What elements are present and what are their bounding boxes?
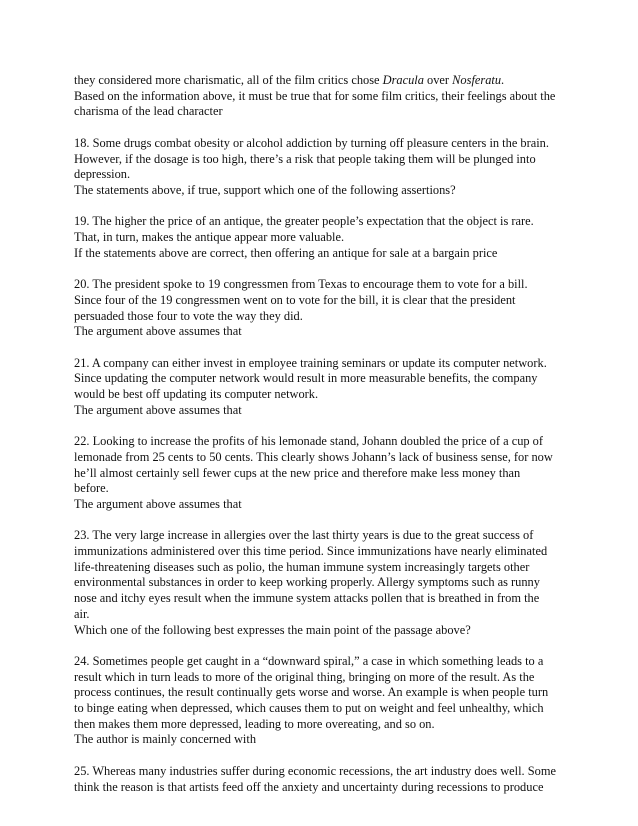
question-line: 24. Sometimes people get caught in a “downward spiral,” a case in which something leads to a (74, 653, 544, 668)
question-line: However, if the dosage is too high, there’s a risk that people taking them will be plunged into (74, 151, 536, 166)
question-line: would be best off updating its computer network. (74, 387, 319, 401)
question-18 (74, 136, 574, 199)
question-line: nose and itchy eyes result when the immune system attacks pollen that is breathed in from the (74, 591, 540, 606)
question-line: result which in turn leads to more of the original thing, bringing on more of the result. As the (74, 669, 535, 684)
question-line: 19. The higher the price of an antique, the greater people’s expectation that the object is rare. (74, 214, 534, 229)
question-20 (74, 277, 574, 340)
question-line: The argument above assumes that (74, 402, 242, 417)
question-line: The statements above, if true, support which one of the following assertions? (74, 182, 456, 197)
question-line: 23. The very large increase in allergies over the last thirty years is due to the great success of (74, 528, 534, 543)
intro-line-2: Based on the information above, it must be true that for some film critics, their feelings about the (74, 88, 556, 103)
question-line: lemonade from 25 cents to 50 cents. This clearly shows Johann’s lack of business sense, for now (74, 449, 553, 464)
question-23 (74, 528, 574, 638)
question-21 (74, 356, 574, 419)
question-line: Since four of the 19 congressmen went on to vote for the bill, it is clear that the president (74, 292, 516, 307)
question-line: air. (74, 606, 90, 621)
question-line: persuaded those four to vote the way they did. (74, 308, 303, 323)
intro-line-3: charisma of the lead character (74, 104, 223, 119)
question-line: The argument above assumes that (74, 324, 242, 339)
question-line: The argument above assumes that (74, 496, 242, 511)
question-line: environmental substances in order to keep working properly. Allergy symptoms such as runny (74, 575, 540, 590)
question-line: think the reason is that artists feed off the anxiety and uncertainty during recessions to produce (74, 779, 544, 794)
question-line: immunizations administered over this time period. Since immunizations have nearly eliminated (74, 544, 548, 558)
document-page (74, 73, 574, 811)
question-list (74, 136, 574, 795)
question-line: If the statements above are correct, then offering an antique for sale at a bargain price (74, 245, 498, 260)
question-22 (74, 434, 574, 513)
question-line: Since updating the computer network would result in more measurable benefits, the company (74, 371, 538, 386)
film-title-dracula: Dracula (382, 73, 424, 87)
question-24 (74, 654, 574, 748)
question-line: 25. Whereas many industries suffer during economic recessions, the art industry does well. Some (74, 763, 556, 778)
question-line: to binge eating when depressed, which causes them to put on weight and feel unhealthy, which (74, 701, 544, 716)
question-25 (74, 764, 574, 795)
question-line: Which one of the following best expresses the main point of the passage above? (74, 622, 471, 637)
question-line: 22. Looking to increase the profits of his lemonade stand, Johann doubled the price of a cup of (74, 434, 543, 449)
question-line: 20. The president spoke to 19 congressmen from Texas to encourage them to vote for a bill. (74, 277, 528, 292)
intro-line-1: they considered more charismatic, all of the film critics chose Dracula over Nosferatu. (74, 73, 505, 87)
question-19 (74, 214, 574, 261)
film-title-nosferatu: Nosferatu (452, 73, 502, 87)
question-line: he’ll almost certainly sell fewer cups at the new price and therefore make less money than (74, 465, 521, 480)
intro-block (74, 73, 574, 120)
question-line: before. (74, 481, 109, 496)
question-line: depression. (74, 167, 131, 182)
question-line: process continues, the result continually gets worse and worse. An example is when people turn (74, 685, 549, 700)
question-line: 21. A company can either invest in employee training seminars or update its computer network. (74, 355, 547, 370)
question-line: The author is mainly concerned with (74, 732, 257, 747)
question-line: 18. Some drugs combat obesity or alcohol addiction by turning off pleasure centers in the brain. (74, 135, 549, 150)
question-line: then makes them more depressed, leading to more overeating, and so on. (74, 716, 435, 731)
question-line: life-threatening diseases such as polio, the human immune system increasingly targets other (74, 559, 530, 574)
question-line: That, in turn, makes the antique appear more valuable. (74, 230, 345, 244)
